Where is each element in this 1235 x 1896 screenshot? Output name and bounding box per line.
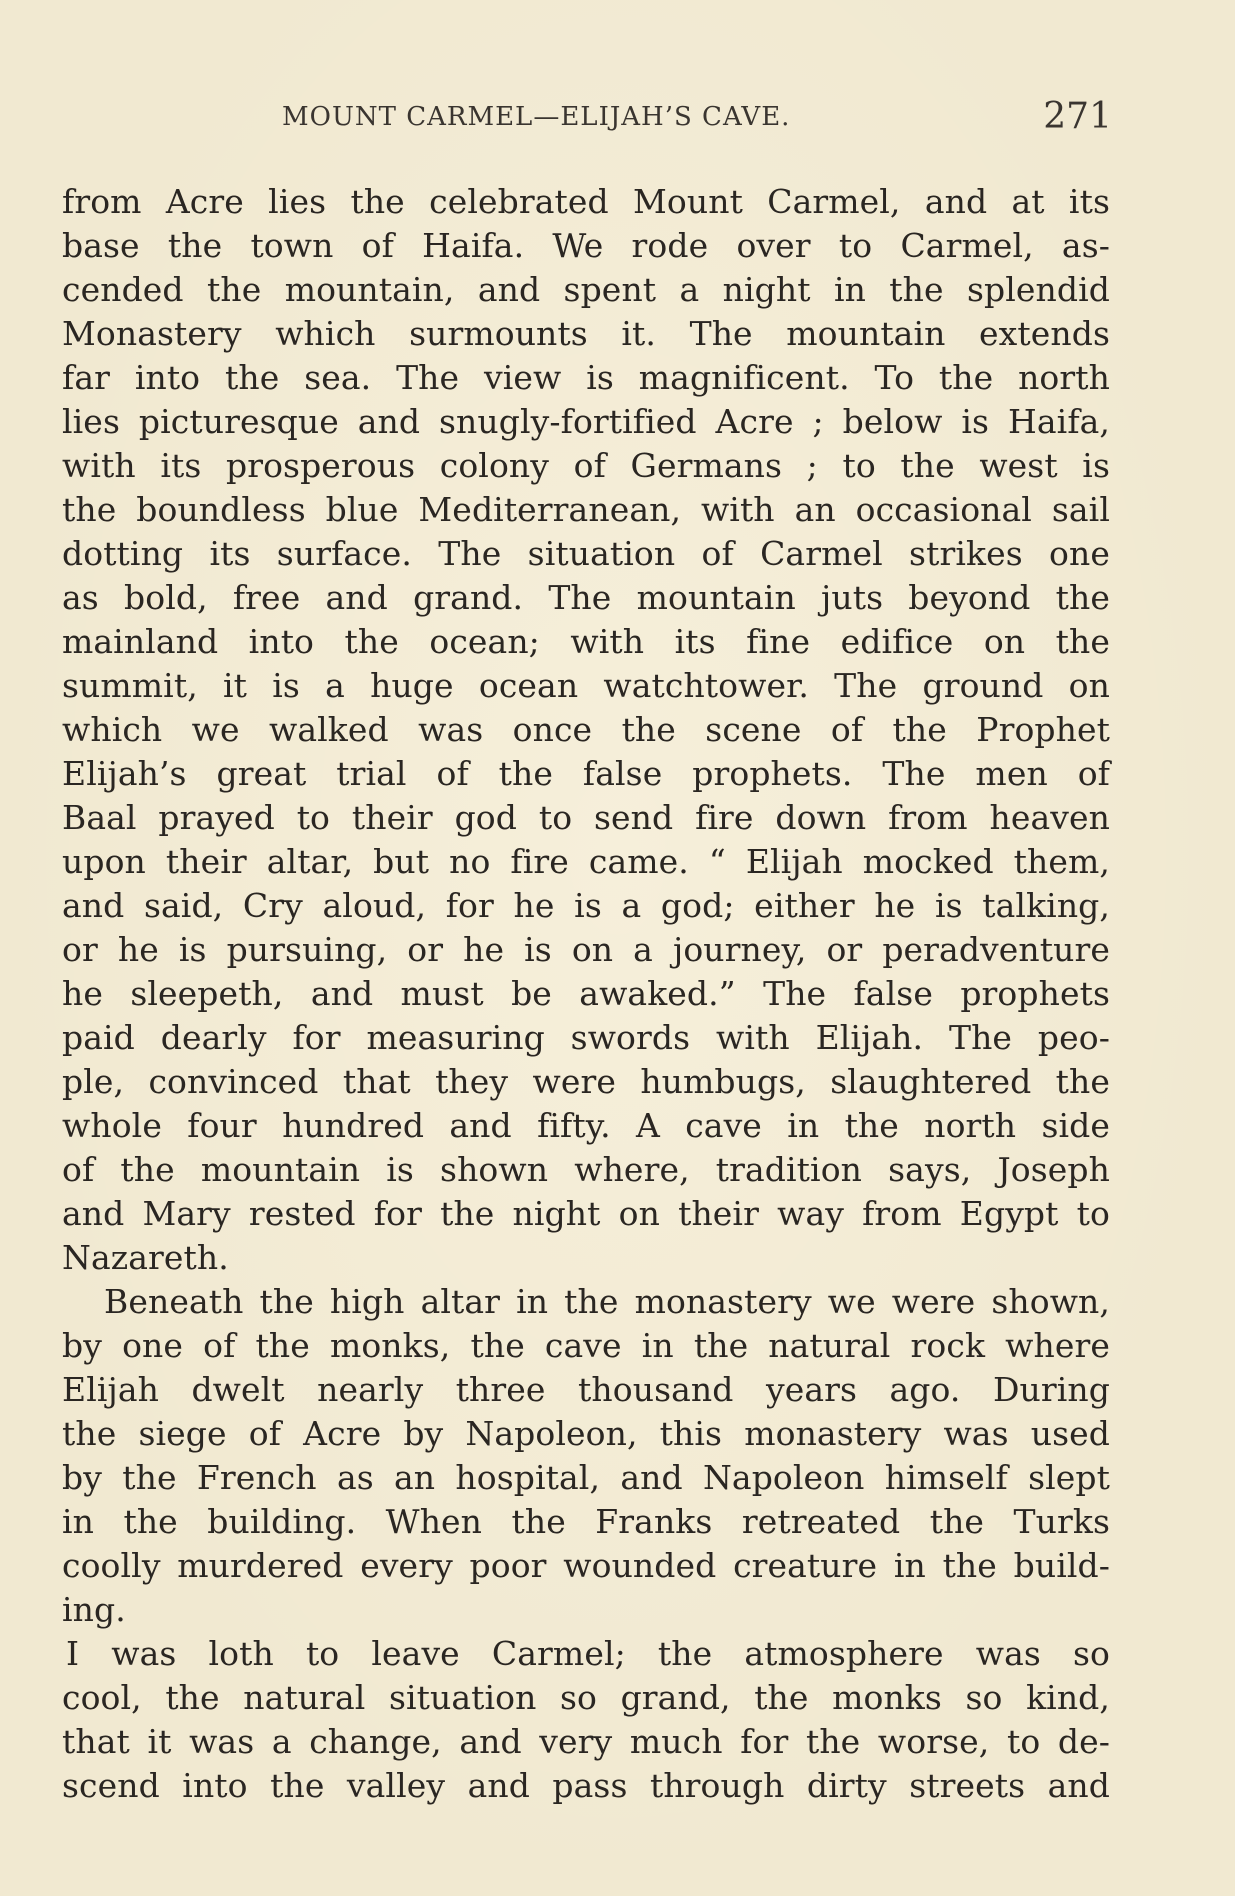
text-line: base the town of Haifa. We rode over to Carmel, as- xyxy=(62,226,1110,265)
body-text xyxy=(62,180,1110,1808)
text-line: lies picturesque and snugly-fortified Acre ; below is Haifa, xyxy=(62,402,1110,441)
text-line: ple, convinced that they were humbugs, slaughtered the xyxy=(62,1062,1110,1101)
text-line: Nazareth. xyxy=(62,1238,229,1277)
text-line: Elijah dwelt nearly three thousand years ago. During xyxy=(62,1370,1110,1409)
text-line: or he is pursuing, or he is on a journey, or peradventure xyxy=(62,930,1110,969)
text-line: that it was a change, and very much for the worse, to de- xyxy=(62,1722,1110,1761)
text-line: scend into the valley and pass through dirty streets and xyxy=(62,1766,1110,1805)
text-line: I was loth to leave Carmel; the atmosphere was so xyxy=(66,1634,1110,1673)
text-line: ing. xyxy=(62,1590,126,1629)
text-line: dotting its surface. The situation of Carmel strikes one xyxy=(62,534,1110,573)
text-line: Beneath the high altar in the monastery we were shown, xyxy=(104,1282,1110,1321)
text-line: of the mountain is shown where, tradition says, Joseph xyxy=(62,1150,1110,1189)
text-line: the siege of Acre by Napoleon, this monastery was used xyxy=(62,1414,1110,1453)
running-head xyxy=(62,96,1112,146)
text-line: and said, Cry aloud, for he is a god; either he is talking, xyxy=(62,886,1110,925)
text-line: mainland into the ocean; with its fine edifice on the xyxy=(62,622,1110,661)
text-line: Baal prayed to their god to send fire down from heaven xyxy=(62,798,1110,837)
text-line: by the French as an hospital, and Napoleon himself slept xyxy=(62,1458,1110,1497)
text-line: coolly murdered every poor wounded creature in the build- xyxy=(62,1546,1110,1585)
text-line: Elijah’s great trial of the false prophets. The men of xyxy=(62,754,1110,793)
text-line: cool, the natural situation so grand, the monks so kind, xyxy=(62,1678,1110,1717)
text-line: by one of the monks, the cave in the natural rock where xyxy=(62,1326,1110,1365)
text-line: summit, it is a huge ocean watchtower. The ground on xyxy=(62,666,1110,705)
text-line: the boundless blue Mediterranean, with an occasional sail xyxy=(62,490,1110,529)
text-line: in the building. When the Franks retreated the Turks xyxy=(62,1502,1110,1541)
text-line: which we walked was once the scene of the Prophet xyxy=(62,710,1110,749)
text-line: he sleepeth, and must be awaked.” The false prophets xyxy=(62,974,1110,1013)
text-line: Monastery which surmounts it. The mountain extends xyxy=(62,314,1110,353)
text-line: upon their altar, but no fire came. “ Elijah mocked them, xyxy=(62,842,1110,881)
text-line: cended the mountain, and spent a night in the splendid xyxy=(62,270,1110,309)
text-line: paid dearly for measuring swords with Elijah. The peo- xyxy=(62,1018,1110,1057)
text-line: far into the sea. The view is magnificent. To the north xyxy=(62,358,1110,397)
text-line: and Mary rested for the night on their way from Egypt to xyxy=(62,1194,1110,1233)
text-line: from Acre lies the celebrated Mount Carmel, and at its xyxy=(62,182,1110,221)
page-number: 271 xyxy=(1043,96,1112,137)
text-line: whole four hundred and fifty. A cave in the north side xyxy=(62,1106,1110,1145)
text-line: as bold, free and grand. The mountain juts beyond the xyxy=(62,578,1110,617)
text-line: with its prosperous colony of Germans ; to the west is xyxy=(62,446,1110,485)
running-head-title: MOUNT CARMEL—ELIJAH’S CAVE. xyxy=(282,102,791,132)
